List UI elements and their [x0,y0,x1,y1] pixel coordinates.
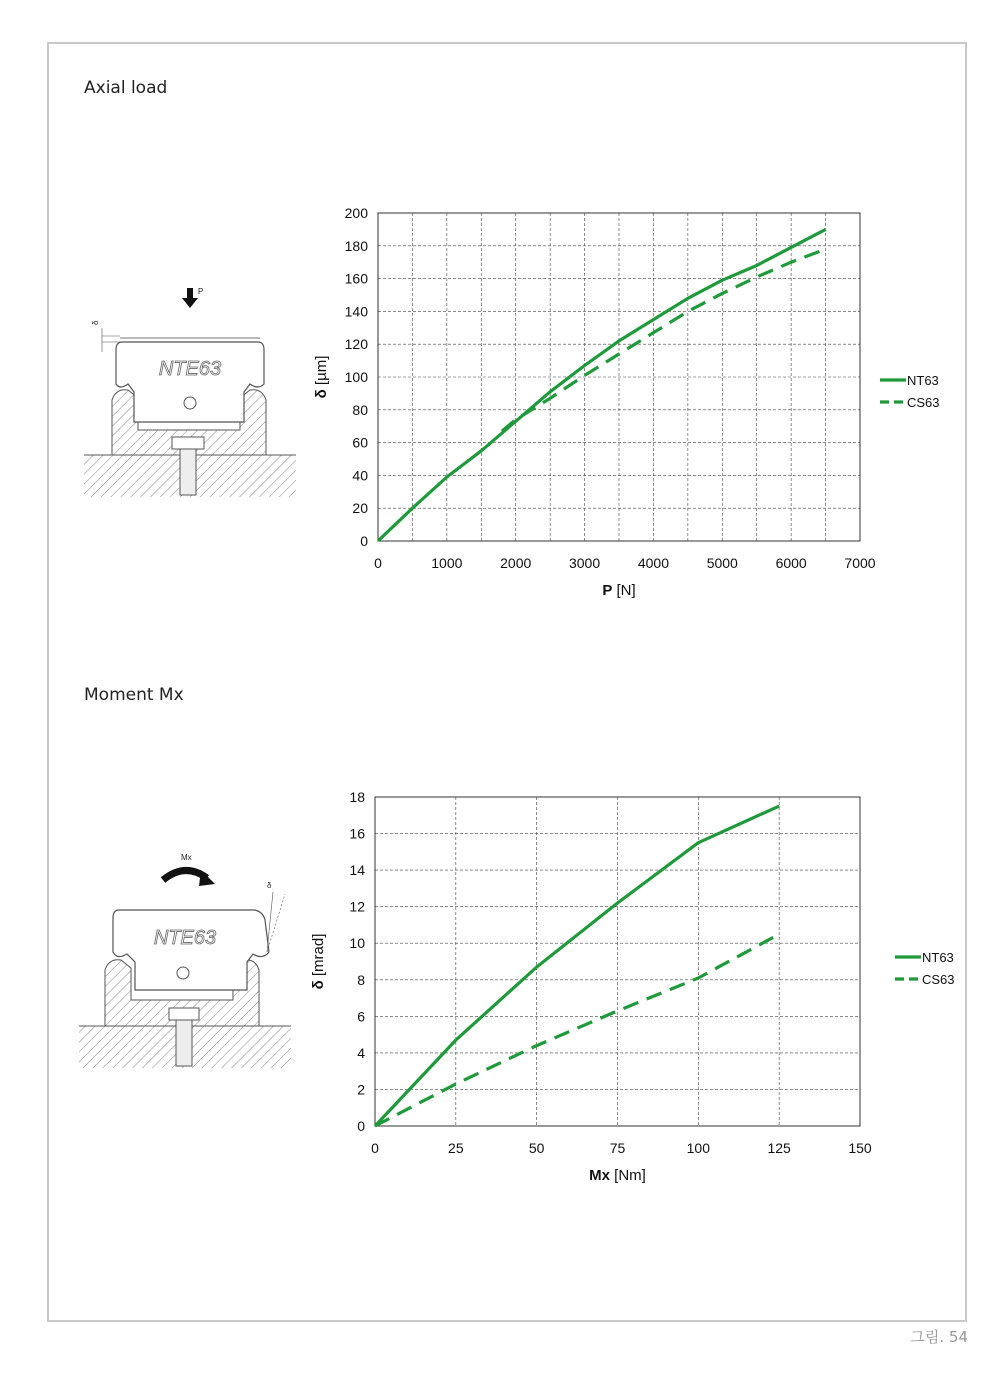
y-tick-label: 14 [349,862,365,879]
y-tick-label: 10 [349,935,365,952]
x-tick-label: 75 [609,1140,626,1156]
x-tick-label: 125 [767,1140,791,1156]
x-tick-label: 1000 [431,555,463,571]
y-tick-label: 0 [360,533,368,549]
x-axis-label-unit: [N] [612,582,636,599]
x-tick-label: 25 [448,1140,464,1156]
y-tick-label: 80 [352,401,368,418]
y-tick-label: 0 [357,1118,365,1134]
y-tick-label: 2 [357,1081,365,1098]
x-axis-label-symbol: Mx [589,1167,610,1184]
x-tick-label: 100 [686,1140,711,1156]
block-label: NTE63 [153,927,217,949]
y-tick-label: 8 [357,971,365,988]
y-tick-label: 120 [344,336,368,353]
figure-caption: 그림. 54 [910,1328,968,1346]
x-tick-label: 6000 [775,555,807,571]
x-tick-label: 4000 [637,555,670,571]
grid [375,797,860,1126]
x-axis-label-symbol: P [602,582,613,599]
y-tick-label: 200 [344,205,368,221]
y-tick-label: 60 [352,434,368,451]
moment-label: Mx [181,853,192,862]
x-tick-label: 2000 [500,555,532,571]
y-tick-label: 12 [349,898,365,915]
legend-label-nt63: NT63 [922,950,954,965]
x-tick-label: 0 [371,1140,379,1156]
plot-frame [375,797,860,1126]
y-tick-label: 160 [344,270,368,287]
x-axis-label [589,1167,646,1184]
x-tick-label: 3000 [568,555,601,571]
y-axis-label-unit: [mrad] [310,933,327,981]
block-label: NTE63 [158,358,222,380]
y-axis-label-symbol: δ [313,389,330,399]
x-tick-label: 5000 [706,555,738,571]
y-axis-label [310,934,327,990]
x-tick-label: 50 [528,1140,545,1156]
section-title-axial: Axial load [84,78,168,98]
series-line-cs63 [375,934,779,1126]
y-tick-label: 18 [349,789,365,805]
force-label: P [198,287,204,296]
legend-label-nt63: NT63 [907,373,939,388]
y-tick-label: 40 [352,467,368,484]
legend-label-cs63: CS63 [907,395,940,410]
x-tick-label: 150 [848,1140,872,1156]
legend-label-cs63: CS63 [922,972,955,987]
y-tick-label: 100 [344,369,368,385]
y-tick-label: 180 [344,237,368,254]
delta-label: δ [267,881,272,890]
section-title-moment: Moment Mx [84,685,184,705]
x-tick-label: 7000 [844,555,876,571]
y-tick-label: 16 [349,825,365,842]
y-tick-label: 140 [344,303,368,320]
y-tick-label: 6 [357,1008,365,1025]
y-tick-label: 4 [357,1044,365,1061]
y-tick-label: 20 [352,500,368,517]
x-axis-label-unit: [Nm] [610,1167,646,1184]
x-tick-label: 0 [374,555,382,571]
y-axis-label-symbol: δ [310,980,327,990]
y-axis-label-unit: [µm] [313,355,330,390]
delta-label: δ [91,320,100,325]
